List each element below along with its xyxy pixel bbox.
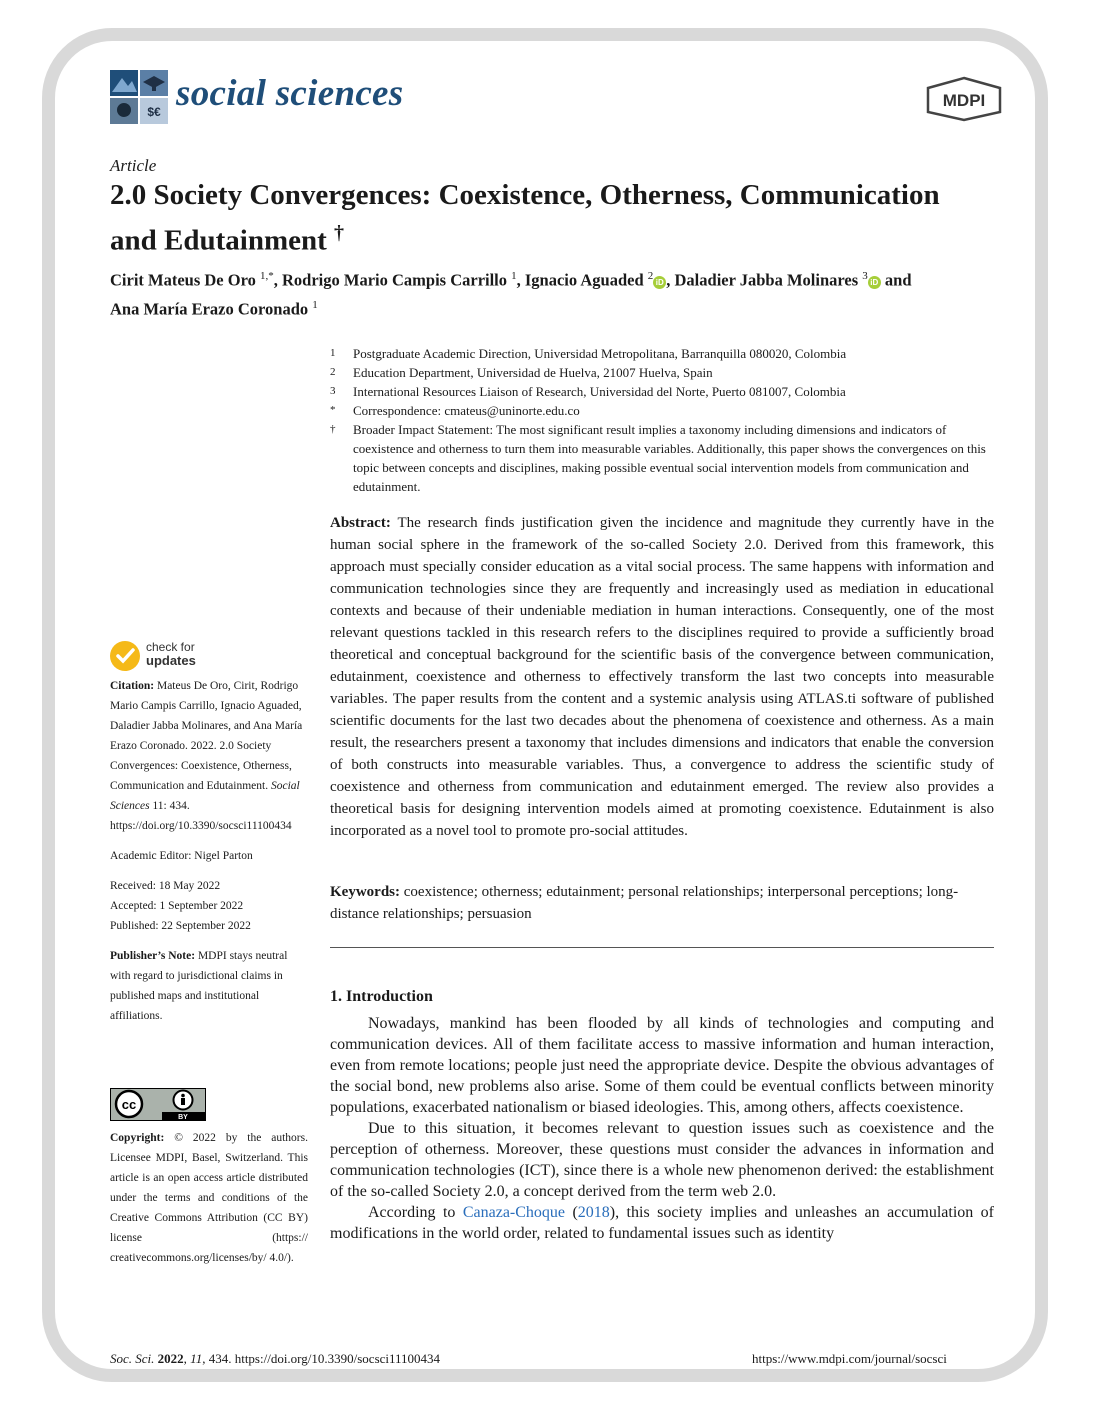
correspondence-text: Correspondence: cmateus@uninorte.edu.co bbox=[353, 403, 580, 418]
author-name: Cirit Mateus De Oro bbox=[110, 270, 256, 290]
impact-statement-item bbox=[330, 420, 990, 496]
sidebar bbox=[110, 676, 310, 1026]
author-sup: 1 bbox=[511, 270, 517, 282]
affiliation-mark: 1 bbox=[330, 347, 336, 359]
check-updates-line2: updates bbox=[146, 653, 196, 668]
citation-label: Citation: bbox=[110, 680, 155, 692]
citation-link-author[interactable]: Canaza-Choque bbox=[462, 1204, 566, 1221]
title-dagger: † bbox=[334, 222, 345, 244]
intro-paragraph: Due to this situation, it becomes relevant to question issues such as coexistence and the perception of otherness. Moreover, these questions must consider the advances in information and communication technologies (ICT), since there is a whole new phenomenon derived: the establishment of the so-called Society 2.0, a concept derived from the term web 2.0. bbox=[330, 1120, 994, 1200]
publisher-note bbox=[110, 946, 310, 1026]
author-sup: 1,* bbox=[260, 270, 274, 282]
citation bbox=[110, 676, 310, 836]
affiliation-item bbox=[330, 363, 990, 382]
affiliations bbox=[330, 344, 990, 496]
received-date: Received: 18 May 2022 bbox=[110, 880, 221, 892]
author-list: Cirit Mateus De Oro $^{1,*}$, Rodrigo Mario Campis Carrillo $^1$, Ignacio Aguaded $^2$ iD , Daladier Jabba Molinares $^3$ iD and Ana María Erazo Coronado $^1$ bbox=[110, 270, 912, 318]
publisher-note-text: MDPI stays neutral with regard to jurisdictional claims in published maps and institutional affiliations. bbox=[110, 950, 288, 1022]
mdpi-logo-icon bbox=[924, 76, 1004, 122]
impact-statement-text: Broader Impact Statement: The most significant result implies a taxonomy including dimensions and indicators of coexistence and otherness to turn them into measurable variables. Additionally, this paper shows the convergences on this topic between concepts and disciplines, making possible eventual social intervention models from communication and edutainment. bbox=[353, 422, 986, 494]
affiliation-text: International Resources Liaison of Research, Universidad del Norte, Puerto 081007, Colombia bbox=[353, 384, 846, 399]
svg-text:$€: $€ bbox=[147, 105, 161, 119]
footer-year: 2022 bbox=[157, 1351, 184, 1366]
section-divider bbox=[330, 947, 994, 948]
author-name: Ana María Erazo Coronado bbox=[110, 299, 309, 318]
footer-journal: Soc. Sci. bbox=[110, 1351, 155, 1366]
author-name: Daladier Jabba Molinares bbox=[674, 270, 859, 290]
journal-name: social sciences bbox=[176, 73, 404, 114]
affiliation-mark: * bbox=[330, 404, 336, 416]
academic-editor: Academic Editor: Nigel Parton bbox=[110, 850, 253, 862]
author-sup: 3 bbox=[862, 270, 868, 282]
abstract-label: Abstract: bbox=[330, 515, 391, 531]
orcid-icon[interactable]: iD bbox=[653, 276, 666, 289]
check-updates-line1: check for bbox=[146, 640, 195, 654]
article-type: Article bbox=[110, 156, 157, 175]
accepted-date: Accepted: 1 September 2022 bbox=[110, 900, 244, 912]
section-heading: 1. Introduction bbox=[330, 988, 433, 1005]
intro-paragraph: Nowadays, mankind has been flooded by all kinds of technologies and computing and communication devices. All of them facilitate access to massive information and human interaction, even from remote locations; people just need the appropriate device. Despite the obvious advantages of the social bond, new problems also arise. Some of them could be eventual conflicts between minority populations, exacerbated nationalism or biased ideologies. This, among others, affects coexistence. bbox=[330, 1015, 994, 1116]
correspondence-item bbox=[330, 401, 990, 420]
keywords-label: Keywords: bbox=[330, 884, 400, 900]
affiliation-item bbox=[330, 344, 990, 363]
copyright-label: Copyright: bbox=[110, 1132, 165, 1144]
intro-p3-rest: ), this society implies and unleashes an accumulation of modifications in the world order, related to fundamental issues such as identity bbox=[330, 1204, 995, 1242]
affiliation-mark: 3 bbox=[330, 385, 336, 397]
author-sup: 1 bbox=[312, 298, 318, 311]
intro-p3-start: According to bbox=[368, 1204, 456, 1221]
intro-paragraph: According to Canaza-Choque (2018), this society implies and unleashes an accumulation of modifications in the world order, related to fundamental issues such as identity bbox=[330, 1204, 995, 1242]
footer-doi[interactable]: , 434. https://doi.org/10.3390/socsci11100434 bbox=[202, 1351, 441, 1366]
affiliation-item bbox=[330, 382, 990, 401]
title-text: 2.0 Society Convergences: Coexistence, Otherness, Communication and Edutainment bbox=[110, 179, 940, 257]
intro-body bbox=[330, 1013, 994, 1244]
abstract bbox=[330, 512, 994, 842]
affiliation-text: Education Department, Universidad de Huelva, 21007 Huelva, Spain bbox=[353, 365, 713, 380]
author-sup: 2 bbox=[647, 270, 654, 282]
citation-doi[interactable]: 11: 434. https://doi.org/10.3390/socsci11100434 bbox=[110, 800, 292, 832]
footer-url[interactable]: https://www.mdpi.com/journal/socsci bbox=[752, 1351, 947, 1366]
check-updates-icon bbox=[110, 641, 140, 671]
citation-text: Mateus De Oro, Cirit, Rodrigo Mario Campis Carrillo, Ignacio Aguaded, Daladier Jabba Molinares, and Ana María Erazo Coronado. 2022. 2.0 Society Convergences: Coexistence, Otherness, Communication and Edutainment. bbox=[110, 680, 303, 792]
citation-journal: Social Sciences bbox=[110, 780, 300, 812]
copyright bbox=[110, 1128, 308, 1268]
author-name: Ignacio Aguaded bbox=[524, 270, 644, 290]
keywords-text: coexistence; otherness; edutainment; personal relationships; interpersonal perceptions; long-distance relationships; persuasion bbox=[330, 884, 959, 922]
published-date: Published: 22 September 2022 bbox=[110, 920, 251, 932]
page-title bbox=[110, 176, 990, 260]
affiliation-text: Postgraduate Academic Direction, Universidad Metropolitana, Barranquilla 080020, Colombia bbox=[353, 346, 847, 361]
keywords bbox=[330, 881, 994, 925]
orcid-icon[interactable]: iD bbox=[868, 276, 881, 289]
publisher-note-label: Publisher’s Note: bbox=[110, 950, 196, 962]
mdpi-logo-text: MDPI bbox=[942, 91, 986, 110]
cc-by-license-icon[interactable] bbox=[110, 1088, 206, 1121]
journal-logo-icon bbox=[110, 70, 168, 124]
footer-citation: Soc. Sci. 2022, 11, 434. https://doi.org/10.3390/socsci11100434 bbox=[110, 1351, 441, 1366]
footer-volume: 11 bbox=[190, 1351, 203, 1366]
check-updates-text bbox=[146, 641, 196, 668]
check-for-updates-button[interactable] bbox=[110, 641, 310, 675]
abstract-text: The research finds justification given the incidence and magnitude they currently have in the human social sphere in the framework of the so-called Society 2.0. Derived from this framework, this approach must specially consider education as a vital social process. The same happens with information and communication technologies since they are frequently and increasingly used as mediation in educational contexts and because of their undeniable mediation in human interactions. Consequently, one of the most relevant questions tackled in this research refers to the disciplines required to provide a sufficiently broad theoretical and conceptual background for the scientific basis of the convergence between communication, edutainment, coexistence and otherness to effectively transform the last two concepts into measurable variables. The paper results from the content and a systemic analysis using ATLAS.ti software of published scientific documents for the last two decades about the phenomena of coexistence and otherness. As a main result, the researchers present a taxonomy that includes dimensions and indicators that enable the conversion of both constructs into measurable variables. Thus, a convergence to address the scientific study of coexistence and otherness from communication and edutainment emerged. The review also provides a theoretical basis for designing intervention models aimed at promoting coexistence. Edutainment is also incorporated as a novel tool to promote pro-social attitudes. bbox=[330, 515, 994, 839]
affiliation-mark: † bbox=[330, 423, 336, 435]
citation-link-year[interactable]: 2018 bbox=[577, 1204, 610, 1221]
by-text: BY bbox=[178, 1114, 188, 1121]
author-name: Rodrigo Mario Campis Carrillo bbox=[282, 270, 508, 290]
copyright-text: © 2022 by the authors. Licensee MDPI, Basel, Switzerland. This article is an open access article distributed under the terms and conditions of the Creative Commons Attribution (CC BY) license (https:// creativecommons.org/licenses/by/ 4.0/). bbox=[110, 1132, 308, 1264]
affiliation-mark: 2 bbox=[330, 366, 336, 378]
cc-text: cc bbox=[121, 1097, 137, 1112]
